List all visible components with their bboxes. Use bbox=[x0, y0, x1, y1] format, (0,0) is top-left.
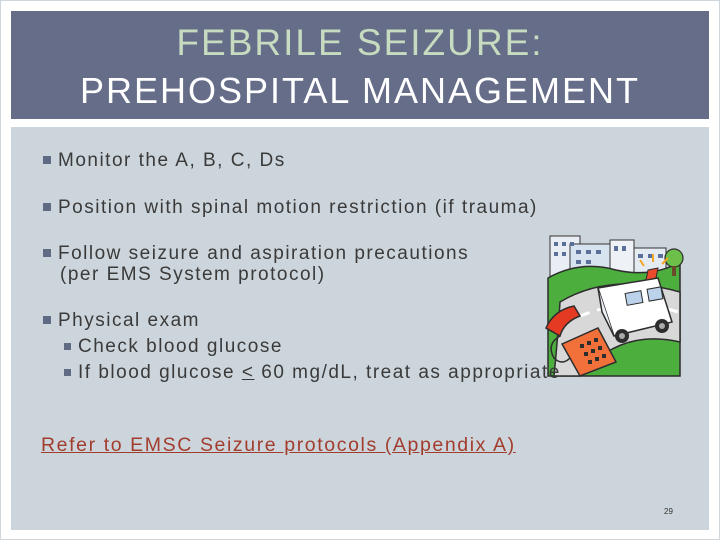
bullet-text: Physical exam bbox=[58, 310, 200, 331]
ambulance-city-phone-clipart-icon bbox=[540, 232, 688, 378]
sub-bullet-check-glucose bbox=[64, 336, 283, 358]
slide-title-line2: PREHOSPITAL MANAGEMENT bbox=[79, 70, 641, 111]
emsc-seizure-protocols-link[interactable]: Refer to EMSC Seizure protocols (Appendix A) bbox=[41, 434, 516, 456]
slide-title-line1: FEBRILE SEIZURE: bbox=[176, 22, 544, 63]
bullet-precautions-line2: (per EMS System protocol) bbox=[60, 264, 326, 285]
square-bullet-icon bbox=[43, 316, 51, 324]
sub-bullet-text-prefix: If blood glucose bbox=[78, 362, 242, 383]
bullet-text: Position with spinal motion restriction (if trauma) bbox=[58, 197, 538, 218]
bullet-position bbox=[43, 197, 538, 219]
square-bullet-icon bbox=[43, 203, 51, 211]
less-than-symbol: < bbox=[241, 362, 255, 383]
bullet-monitor bbox=[43, 150, 286, 172]
square-bullet-icon bbox=[64, 343, 71, 350]
bullet-physical-exam bbox=[43, 310, 200, 332]
bullet-text: Follow seizure and aspiration precautions bbox=[58, 243, 470, 264]
sub-bullet-text-suffix: 60 mg/dL, treat as appropriate bbox=[254, 362, 561, 383]
square-bullet-icon bbox=[43, 249, 51, 257]
bullet-precautions bbox=[43, 243, 469, 265]
bullet-text: Monitor the A, B, C, Ds bbox=[58, 150, 286, 171]
square-bullet-icon bbox=[43, 156, 51, 164]
sub-bullet-text: Check blood glucose bbox=[78, 336, 283, 357]
page-number: 29 bbox=[664, 507, 673, 516]
sub-bullet-treat-glucose bbox=[64, 362, 561, 384]
square-bullet-icon bbox=[64, 369, 71, 376]
